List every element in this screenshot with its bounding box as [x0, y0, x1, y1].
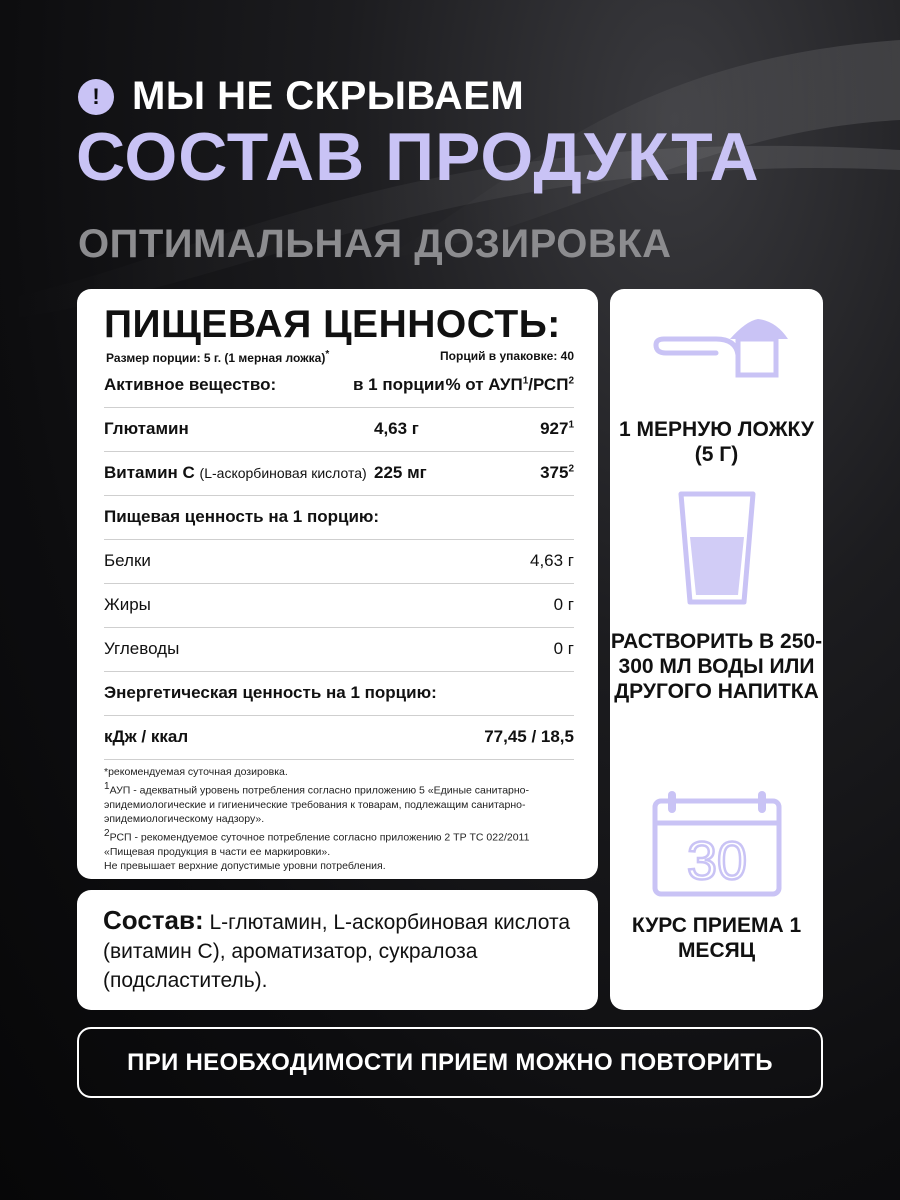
vitamin-c-amount: 225 мг [374, 463, 427, 482]
headline-line-2: СОСТАВ ПРОДУКТА [76, 119, 760, 195]
glass-icon [676, 489, 758, 607]
header-percent: % от АУП$^1$/РСП$^2$ [445, 375, 574, 394]
protein-value: 4,63 г [529, 551, 574, 570]
scoop-icon [646, 315, 796, 387]
nutrition-title: ПИЩЕВАЯ ЦЕННОСТЬ: [104, 303, 561, 346]
energy-value: 77,45 / 18,5 [484, 727, 574, 746]
course-text: КУРС ПРИЕМА 1 МЕСЯЦ [631, 914, 802, 962]
protein-name: Белки [104, 551, 151, 570]
footnote-1: $^1$АУП - адекватный уровень потребления согласно приложению 5 «Единые санитарно-эпидемиологические и гигиенические требования к товарам, подлежащим санитарно-эпидемиологическому надзору». [104, 780, 530, 825]
header-active: Активное вещество: [104, 375, 277, 394]
glutamine-name: Глютамин [104, 419, 189, 438]
nutrition-card [77, 289, 598, 879]
usage-card [610, 289, 823, 1010]
vitamin-c-name: Витамин С (L-аскорбиновая кислота) [104, 463, 367, 482]
table-row-carbs [104, 627, 574, 672]
footnote-0: *рекомендуемая суточная дозировка. [104, 766, 288, 778]
subheadline: ОПТИМАЛЬНАЯ ДОЗИРОВКА [78, 222, 672, 266]
table-header-row [104, 363, 574, 408]
repeat-banner: ПРИ НЕОБХОДИМОСТИ ПРИЕМ МОЖНО ПОВТОРИТЬ [77, 1027, 823, 1098]
scoop-text: 1 МЕРНУЮ ЛОЖКУ (5 Г) [619, 418, 814, 466]
header-per-serving: в 1 порции [353, 375, 445, 394]
table-row-glutamine [104, 407, 574, 452]
servings-per-pack: Порций в упаковке: 40 [440, 349, 574, 363]
table-row-energy [104, 715, 574, 760]
dissolve-text: РАСТВОРИТЬ В 250-300 МЛ ВОДЫ ИЛИ ДРУГОГО НАПИТКА [610, 630, 823, 703]
table-row-protein [104, 539, 574, 584]
table-row-fat [104, 583, 574, 628]
composition-card [77, 890, 598, 1010]
carbs-value: 0 г [553, 639, 574, 658]
per-serving-title: Пищевая ценность на 1 порцию: [104, 507, 380, 526]
table-row-vitamin-c [104, 451, 574, 496]
energy-name: кДж / ккал [104, 727, 189, 746]
calendar-number: 30 [686, 831, 748, 891]
glutamine-amount: 4,63 г [374, 419, 419, 438]
energy-title: Энергетическая ценность на 1 порцию: [104, 683, 437, 702]
footnote-2: $^2$РСП - рекомендуемое суточное потребление согласно приложению 2 ТР ТС 022/2011 «Пищевая продукция в части ее маркировки». [104, 827, 530, 858]
composition-text [103, 906, 573, 995]
section-per-serving [104, 495, 574, 540]
footnotes [104, 765, 576, 874]
fat-name: Жиры [104, 595, 151, 614]
carbs-name: Углеводы [104, 639, 180, 658]
glutamine-percent: $927^1$ [540, 419, 574, 438]
composition-label: Состав: [103, 905, 204, 935]
headline-line-1: МЫ НЕ СКРЫВАЕМ [132, 74, 525, 118]
footnote-3: Не превышает верхние допустимые уровни потребления. [104, 860, 386, 872]
vitamin-c-percent: $375^2$ [540, 463, 574, 482]
serving-size: Размер порции: 5 г. (1 мерная ложка)* [106, 349, 330, 365]
composition-ingredients: L-глютамин, L-аскорбиновая кислота (витамин С), ароматизатор, сукралоза (подсластитель). [103, 911, 571, 992]
calendar-icon [650, 789, 784, 899]
section-energy [104, 671, 574, 716]
exclamation-badge-icon: ! [78, 79, 114, 115]
fat-value: 0 г [553, 595, 574, 614]
